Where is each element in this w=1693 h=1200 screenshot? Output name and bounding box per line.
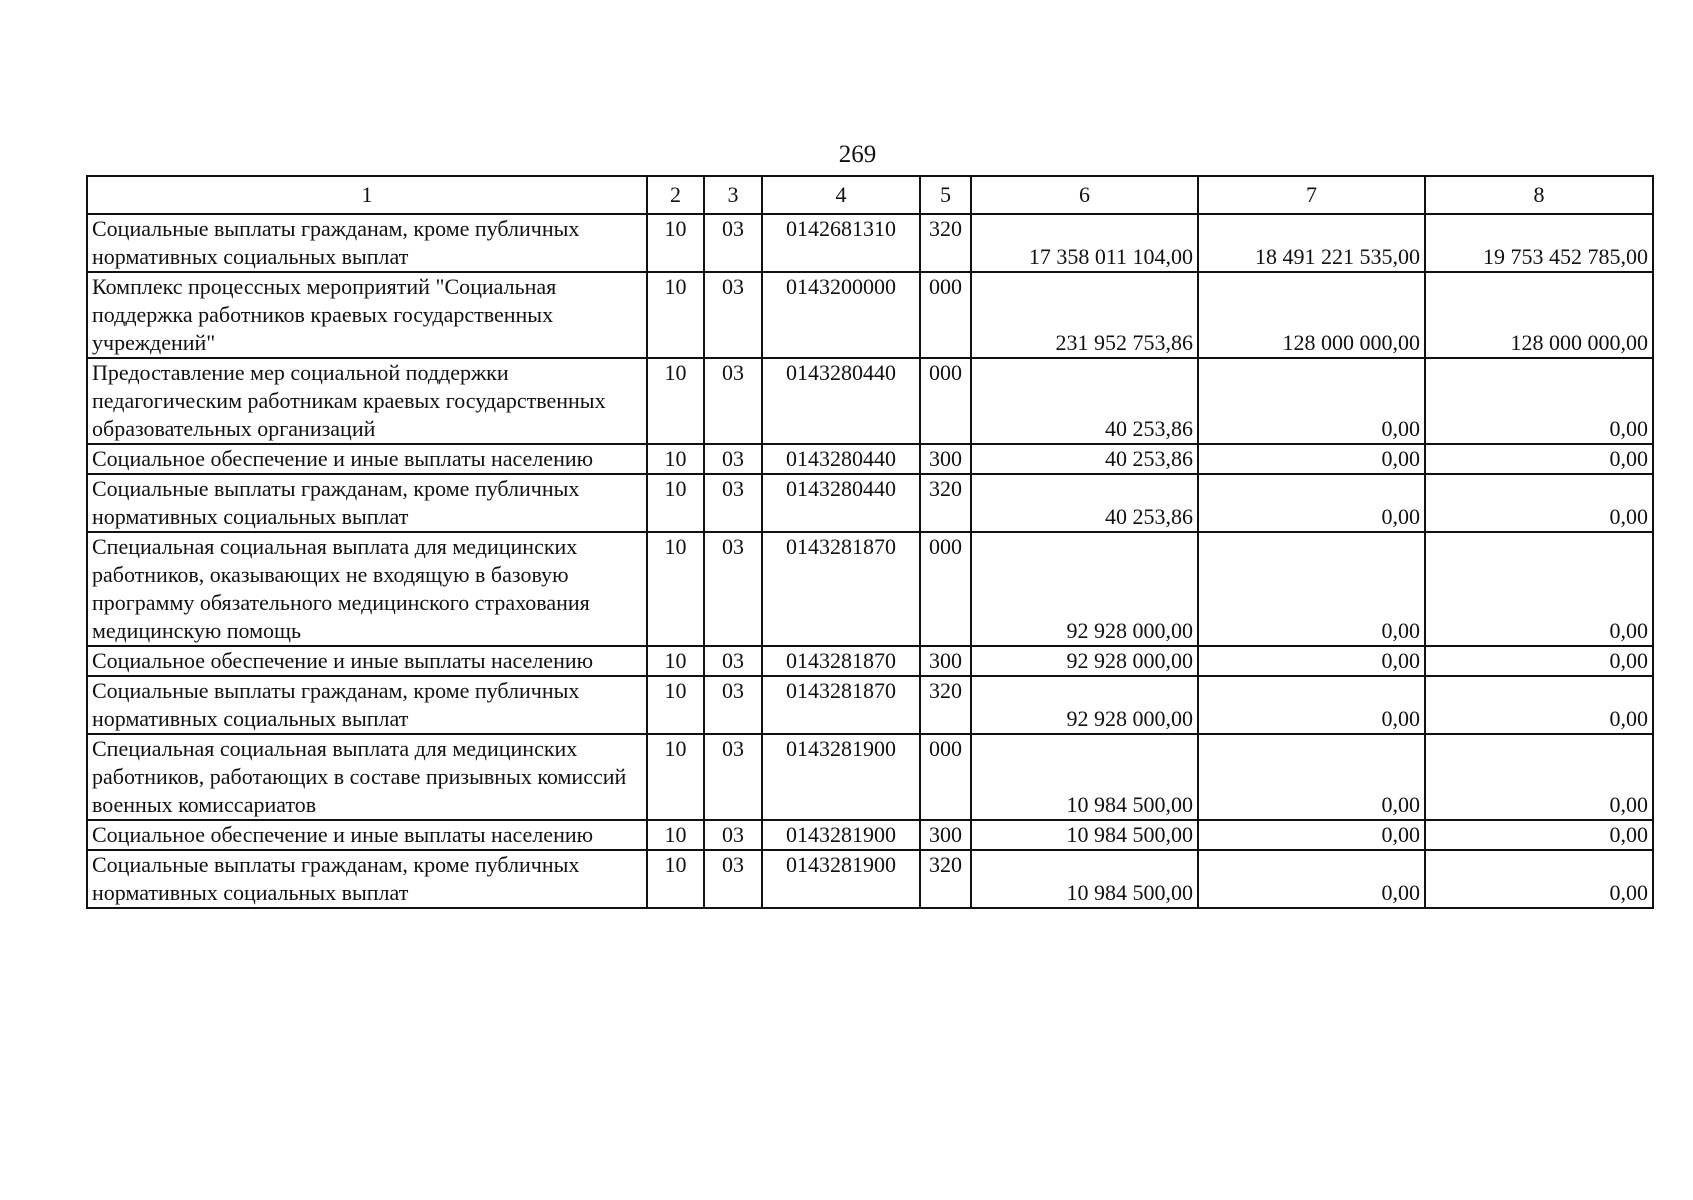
row-name: Комплекс процессных мероприятий "Социальная поддержка работников краевых государственных учреждений" [87,272,647,358]
table-row [87,532,1653,646]
row-amount-3: 0,00 [1425,646,1653,676]
row-section: 10 [647,820,704,850]
header-cell: 4 [762,176,920,214]
budget-table [86,175,1654,909]
row-name: Социальное обеспечение и иные выплаты населению [87,646,647,676]
row-amount-2: 0,00 [1198,646,1425,676]
row-amount-2: 0,00 [1198,444,1425,474]
row-amount-1: 17 358 011 104,00 [971,214,1198,272]
row-subsection: 03 [704,676,762,734]
row-amount-1: 92 928 000,00 [971,646,1198,676]
table-row [87,214,1653,272]
table-row [87,850,1653,908]
row-amount-1: 40 253,86 [971,474,1198,532]
row-expense-code: 300 [920,444,971,474]
row-amount-2: 0,00 [1198,734,1425,820]
row-expense-code: 300 [920,820,971,850]
row-amount-3: 0,00 [1425,532,1653,646]
row-section: 10 [647,474,704,532]
header-cell: 2 [647,176,704,214]
row-expense-code: 300 [920,646,971,676]
row-target-code: 0143200000 [762,272,920,358]
row-name: Предоставление мер социальной поддержки педагогическим работникам краевых государственных образовательных организаций [87,358,647,444]
row-name: Специальная социальная выплата для медицинских работников, оказывающих не входящую в базовую программу обязательного медицинского страхования медицинскую помощь [87,532,647,646]
table-row [87,444,1653,474]
header-cell: 8 [1425,176,1653,214]
row-subsection: 03 [704,444,762,474]
row-section: 10 [647,676,704,734]
header-cell: 5 [920,176,971,214]
row-target-code: 0143281870 [762,532,920,646]
row-section: 10 [647,850,704,908]
row-amount-1: 40 253,86 [971,444,1198,474]
row-expense-code: 320 [920,474,971,532]
row-amount-3: 128 000 000,00 [1425,272,1653,358]
row-section: 10 [647,532,704,646]
row-amount-3: 19 753 452 785,00 [1425,214,1653,272]
header-cell: 6 [971,176,1198,214]
row-expense-code: 000 [920,272,971,358]
row-amount-2: 18 491 221 535,00 [1198,214,1425,272]
row-section: 10 [647,646,704,676]
row-amount-2: 0,00 [1198,358,1425,444]
row-amount-1: 10 984 500,00 [971,820,1198,850]
table-row [87,358,1653,444]
row-amount-1: 10 984 500,00 [971,734,1198,820]
row-expense-code: 000 [920,734,971,820]
row-subsection: 03 [704,850,762,908]
row-section: 10 [647,444,704,474]
row-name: Социальное обеспечение и иные выплаты населению [87,444,647,474]
header-cell: 7 [1198,176,1425,214]
row-section: 10 [647,734,704,820]
row-amount-1: 10 984 500,00 [971,850,1198,908]
table-row [87,474,1653,532]
row-target-code: 0143281870 [762,646,920,676]
row-target-code: 0143280440 [762,474,920,532]
table-row [87,734,1653,820]
table-row [87,646,1653,676]
row-name: Социальные выплаты гражданам, кроме публичных нормативных социальных выплат [87,214,647,272]
row-subsection: 03 [704,532,762,646]
row-section: 10 [647,272,704,358]
row-amount-2: 0,00 [1198,850,1425,908]
row-amount-1: 40 253,86 [971,358,1198,444]
row-section: 10 [647,214,704,272]
row-amount-2: 0,00 [1198,676,1425,734]
table-row [87,272,1653,358]
row-name: Социальные выплаты гражданам, кроме публичных нормативных социальных выплат [87,850,647,908]
header-cell: 1 [87,176,647,214]
header-row [87,176,1653,214]
row-name: Социальное обеспечение и иные выплаты населению [87,820,647,850]
row-name: Социальные выплаты гражданам, кроме публичных нормативных социальных выплат [87,676,647,734]
row-expense-code: 320 [920,676,971,734]
row-amount-3: 0,00 [1425,444,1653,474]
row-subsection: 03 [704,646,762,676]
table-row [87,820,1653,850]
row-amount-2: 128 000 000,00 [1198,272,1425,358]
row-amount-3: 0,00 [1425,474,1653,532]
row-section: 10 [647,358,704,444]
row-amount-2: 0,00 [1198,532,1425,646]
row-name: Специальная социальная выплата для медицинских работников, работающих в составе призывных комиссий военных комиссариатов [87,734,647,820]
row-name: Социальные выплаты гражданам, кроме публичных нормативных социальных выплат [87,474,647,532]
row-amount-1: 92 928 000,00 [971,532,1198,646]
row-target-code: 0143281900 [762,734,920,820]
row-amount-3: 0,00 [1425,734,1653,820]
row-target-code: 0143281900 [762,820,920,850]
row-subsection: 03 [704,734,762,820]
row-amount-3: 0,00 [1425,676,1653,734]
row-expense-code: 320 [920,214,971,272]
row-target-code: 0143280440 [762,358,920,444]
table-row [87,676,1653,734]
row-target-code: 0143281900 [762,850,920,908]
row-amount-1: 231 952 753,86 [971,272,1198,358]
header-cell: 3 [704,176,762,214]
row-subsection: 03 [704,358,762,444]
row-expense-code: 000 [920,358,971,444]
row-subsection: 03 [704,214,762,272]
row-amount-3: 0,00 [1425,358,1653,444]
row-subsection: 03 [704,272,762,358]
row-target-code: 0142681310 [762,214,920,272]
row-expense-code: 320 [920,850,971,908]
row-amount-2: 0,00 [1198,474,1425,532]
row-target-code: 0143280440 [762,444,920,474]
row-amount-2: 0,00 [1198,820,1425,850]
row-amount-1: 92 928 000,00 [971,676,1198,734]
row-subsection: 03 [704,820,762,850]
page-number: 269 [838,141,877,168]
row-amount-3: 0,00 [1425,850,1653,908]
row-amount-3: 0,00 [1425,820,1653,850]
row-subsection: 03 [704,474,762,532]
row-target-code: 0143281870 [762,676,920,734]
row-expense-code: 000 [920,532,971,646]
